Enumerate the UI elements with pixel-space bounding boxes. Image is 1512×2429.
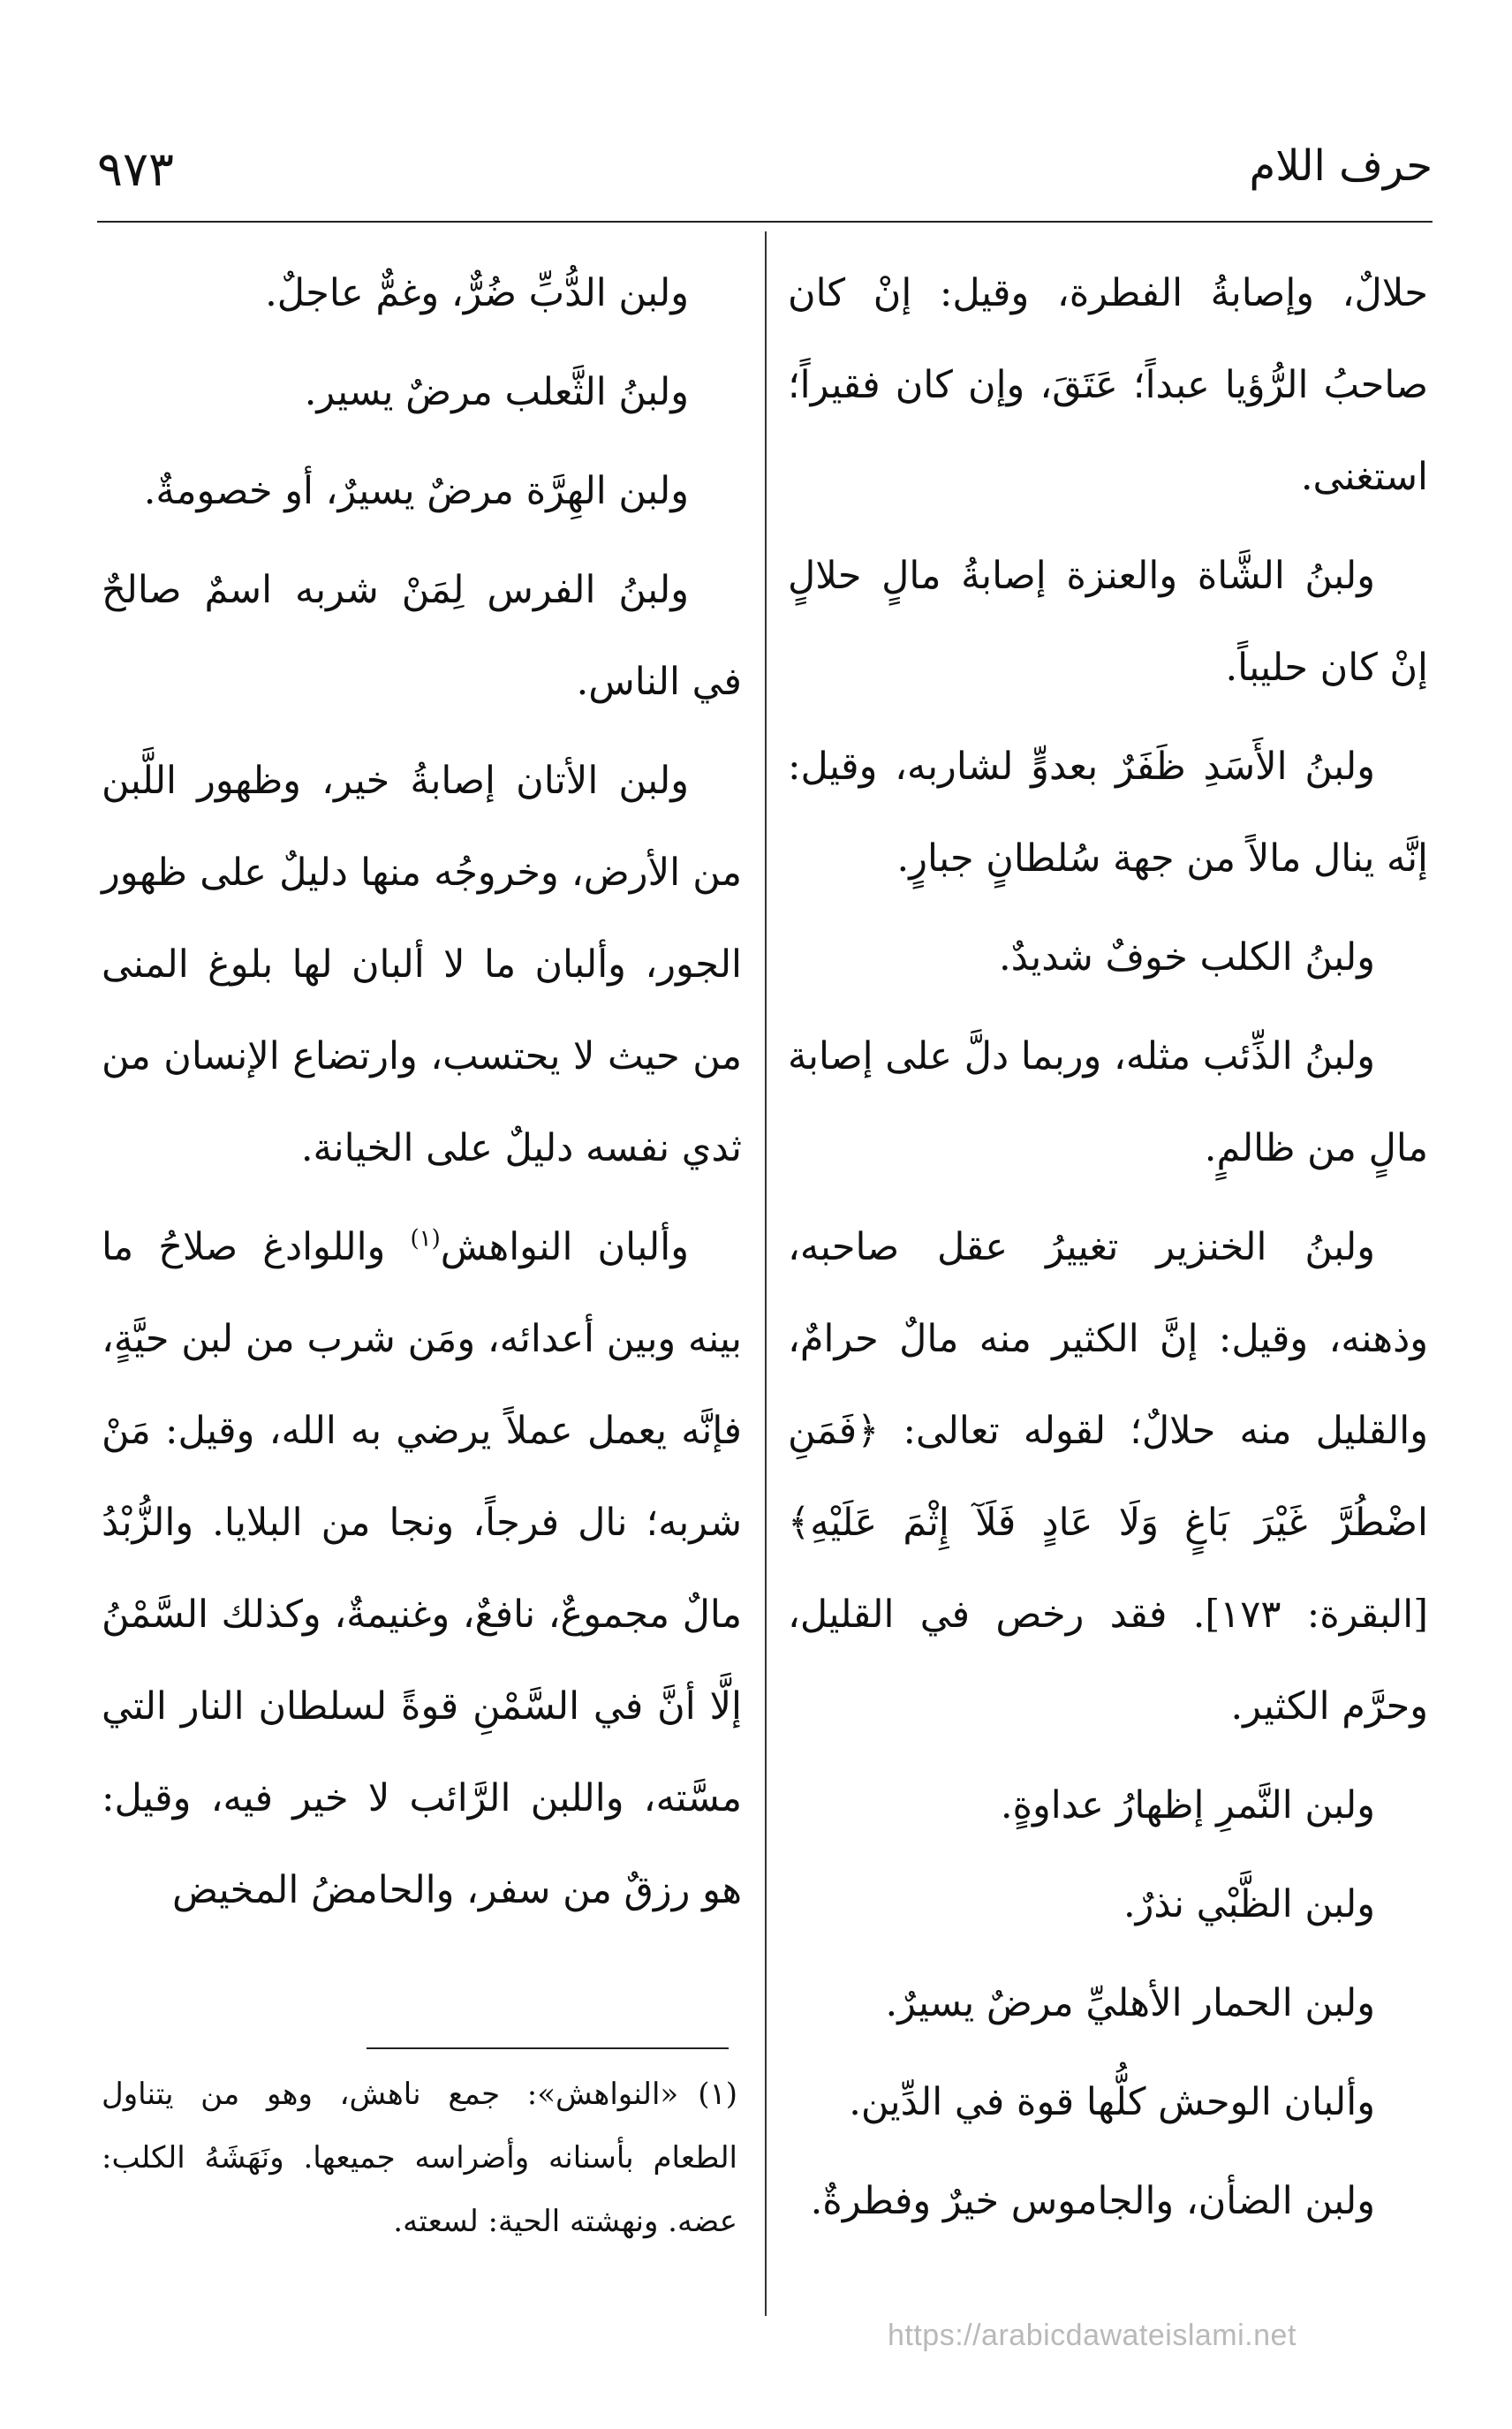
paragraph: ولبنُ الكلب خوفٌ شديدٌ.	[998, 935, 1375, 980]
paragraph: ولبن الظَّبْي نذرٌ.	[1123, 1882, 1375, 1926]
footnote-marker: (١)	[698, 2077, 737, 2112]
footnote-reference[interactable]: (١)	[410, 1225, 441, 1252]
paragraph-text: وألبان النواهش	[440, 1225, 689, 1269]
paragraph: ولبنُ الذِّئب مثله، وربما دلَّ على إصابة مالٍ من ظالمٍ.	[788, 1034, 1428, 1170]
running-title: حرف اللام	[1249, 141, 1433, 191]
right-column	[788, 247, 1428, 2247]
page-number: ٩٧٣	[97, 141, 175, 197]
paragraph: ولبنُ الثَّعلب مرضٌ يسير.	[304, 370, 689, 414]
watermark: https://arabicdawateislami.net	[888, 2319, 1297, 2352]
column-divider	[765, 231, 767, 2316]
paragraph	[102, 1201, 742, 1936]
paragraph: ولبن الأتان إصابةُ خير، وظهور اللَّبن من الأرض، وخروجُه منها دليلٌ على ظهور الجور، وألبان ما لا ألبان لها بلوغ المنى من حيث لا يحتسب، وارتضاع الإنسان من ثدي نفسه دليلٌ على الخيانة.	[102, 759, 742, 1170]
footnote-text: «النواهش»: جمع ناهش، وهو من يتناول الطعام بأسنانه وأضراسه جميعها. ونَهَشَهُ الكلب: عضه. ونهشته الحية: لسعته.	[102, 2077, 737, 2239]
paragraph-text: واللوادغ صلاحُ ما بينه وبين أعدائه، ومَن شرب من لبن حيَّةٍ، فإنَّه يعمل عملاً يرضي به الله، وقيل: مَنْ شربه؛ نال فرجاً، ونجا من البلايا. والزُّبْدُ مالٌ مجموعٌ، نافعٌ، وغنيمةٌ، وكذلك السَّمْنُ إلَّا أنَّ في السَّمْنِ قوةً لسلطان النار التي مسَّته، واللبن الرَّائب لا خير فيه، وقيل: هو رزقٌ من سفر، والحامضُ المخيض	[102, 1225, 742, 1912]
paragraph: حلالٌ، وإصابةُ الفطرة، وقيل: إنْ كان صاحبُ الرُّؤيا عبداً؛ عَتَقَ، وإن كان فقيراً؛ استغنى.	[788, 271, 1428, 499]
footnote	[102, 2062, 737, 2253]
footnote-rule	[367, 2047, 729, 2049]
paragraph: وألبان الوحش كلُّها قوة في الدِّين.	[849, 2080, 1375, 2124]
paragraph: ولبنُ الأَسَدِ ظَفَرٌ بعدوٍّ لشاربه، وقيل: إنَّه ينال مالاً من جهة سُلطانٍ جبارٍ.	[788, 745, 1428, 881]
paragraph: ولبنُ الشَّاة والعنزة إصابةُ مالٍ حلالٍ إنْ كان حليباً.	[788, 554, 1428, 690]
paragraph: ولبنُ الخنزير تغييرُ عقل صاحبه، وذهنه، وقيل: إنَّ الكثير منه مالٌ حرامٌ، والقليل منه حلالٌ؛ لقوله تعالى: ﴿فَمَنِ اضْطُرَّ غَيْرَ بَاغٍ وَلَا عَادٍ فَلَآ إِثْمَ عَلَيْهِ﴾ [البقرة: ١٧٣]. فقد رخص في القليل، وحرَّم الكثير.	[788, 1225, 1429, 1729]
paragraph: ولبن الضأن، والجاموس خيرٌ وفطرةٌ.	[810, 2179, 1375, 2223]
page-header	[97, 141, 1433, 221]
paragraph: ولبن الحمار الأهليِّ مرضٌ يسيرٌ.	[885, 1981, 1375, 2025]
header-rule	[97, 221, 1433, 223]
paragraph: ولبن النَّمرِ إظهارُ عداوةٍ.	[1000, 1783, 1375, 1827]
paragraph: ولبنُ الفرس لِمَنْ شربه اسمٌ صالحٌ في الناس.	[102, 568, 742, 704]
left-column	[102, 247, 742, 1936]
paragraph: ولبن الهِرَّة مرضٌ يسيرٌ، أو خصومةٌ.	[143, 469, 689, 513]
paragraph: ولبن الدُّبِّ ضُرٌّ، وغمٌّ عاجلٌ.	[265, 271, 689, 315]
